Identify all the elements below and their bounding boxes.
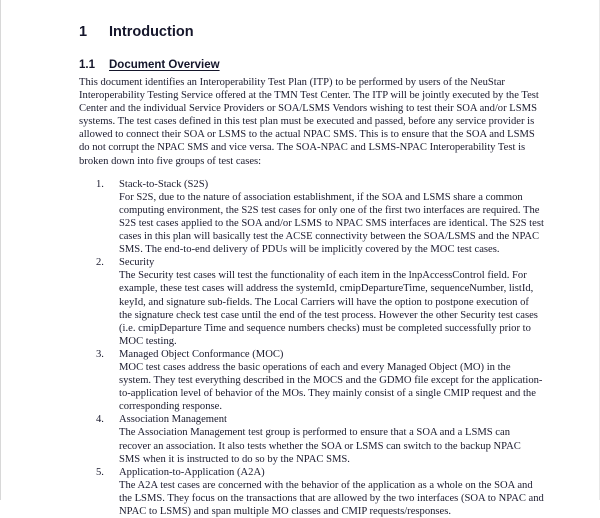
list-item-body: The Association Management test group is performed to ensure that a SOA and a LSMS can recover an association. It also tests whether the SOA or LSMS can switch to the backup NPAC SMS when it is instructed to do so by the NPAC SMS. xyxy=(119,427,521,465)
list-item-title: Managed Object Conformance (MOC) xyxy=(119,348,284,360)
subsection-title: Document Overview xyxy=(109,59,220,71)
list-item xyxy=(79,348,544,413)
list-item xyxy=(79,413,544,465)
list-marker: 5. xyxy=(96,466,104,478)
list-item-body: The Security test cases will test the functionality of each item in the lnpAccessControl field. For example, these test cases will address the systemId, cmipDepartureTime, sequenceNumber, listId, keyId, and signature sub-fields. The Local Carriers will have the option to postpone execution of the signature check test case until the end of the test process. However the other Security test cases (i.e. cmipDeparture Time and sequence numbers checks) must be completed successfully prior to MOC testing. xyxy=(119,270,538,347)
list-item-body: MOC test cases address the basic operations of each and every Managed Object (MO) in the system. They test everything described in the MOCS and the GDMO file except for the application-to-application level of behavior of the MOs. They mainly consist of a single CMIP request and the corresponding response. xyxy=(119,361,543,413)
section-number: 1 xyxy=(79,24,88,40)
subsection-number: 1.1 xyxy=(79,59,95,71)
section-title: Introduction xyxy=(109,24,194,40)
list-marker: 1. xyxy=(96,178,104,190)
list-marker: 3. xyxy=(96,348,104,360)
subsection-heading xyxy=(79,59,544,71)
list-item xyxy=(79,178,544,257)
list-item-title: Security xyxy=(119,257,155,269)
list-item-title: Application-to-Application (A2A) xyxy=(119,466,265,478)
overview-paragraph: This document identifies an Interoperability Test Plan (ITP) to be performed by users of the NeuStar Interoperability Testing Service offered at the TMN Test Center. The ITP will be jointly executed by the Test Center and the individual Service Providers or SOA/LSMS Vendors wishing to test their SOA and/or LSMS systems. The test cases defined in this test plan must be executed and passed, before any service provider is allowed to connect their SOA or LSMS to the actual NPAC SMS. This is to ensure that the SOA and LSMS do not corrupt the NPAC SMS and vice versa. The SOA-NPAC and LSMS-NPAC Interoperability Test is broken down into five groups of test cases: xyxy=(79,77,539,167)
list-item-title: Stack-to-Stack (S2S) xyxy=(119,178,209,190)
list-item xyxy=(79,256,544,348)
test-group-list xyxy=(79,178,544,518)
list-marker: 2. xyxy=(96,257,104,269)
section-heading xyxy=(79,24,544,40)
list-item-title: Association Management xyxy=(119,414,227,426)
list-item-body: The A2A test cases are concerned with the behavior of the application as a whole on the SOA and the LSMS. They focus on the transactions that are allowed by the two interfaces (SOA to NPAC and NPAC to LSMS) and span multiple MO classes and CMIP requests/responses. xyxy=(119,479,544,517)
list-item xyxy=(79,466,544,518)
list-marker: 4. xyxy=(96,414,104,426)
list-item-body: For S2S, due to the nature of association establishment, if the SOA and LSMS share a common computing environment, the S2S test cases for only one of the first two interfaces are required. The S2S test cases applied to the SOA and/or LSMS to NPAC SMS interfaces are identical. The S2S test cases in this plan will basically test the ACSE connectivity between the SOA/LSMS and the NPAC SMS. The end-to-end delivery of PDUs will be implicitly covered by the MOC test cases. xyxy=(119,191,544,256)
